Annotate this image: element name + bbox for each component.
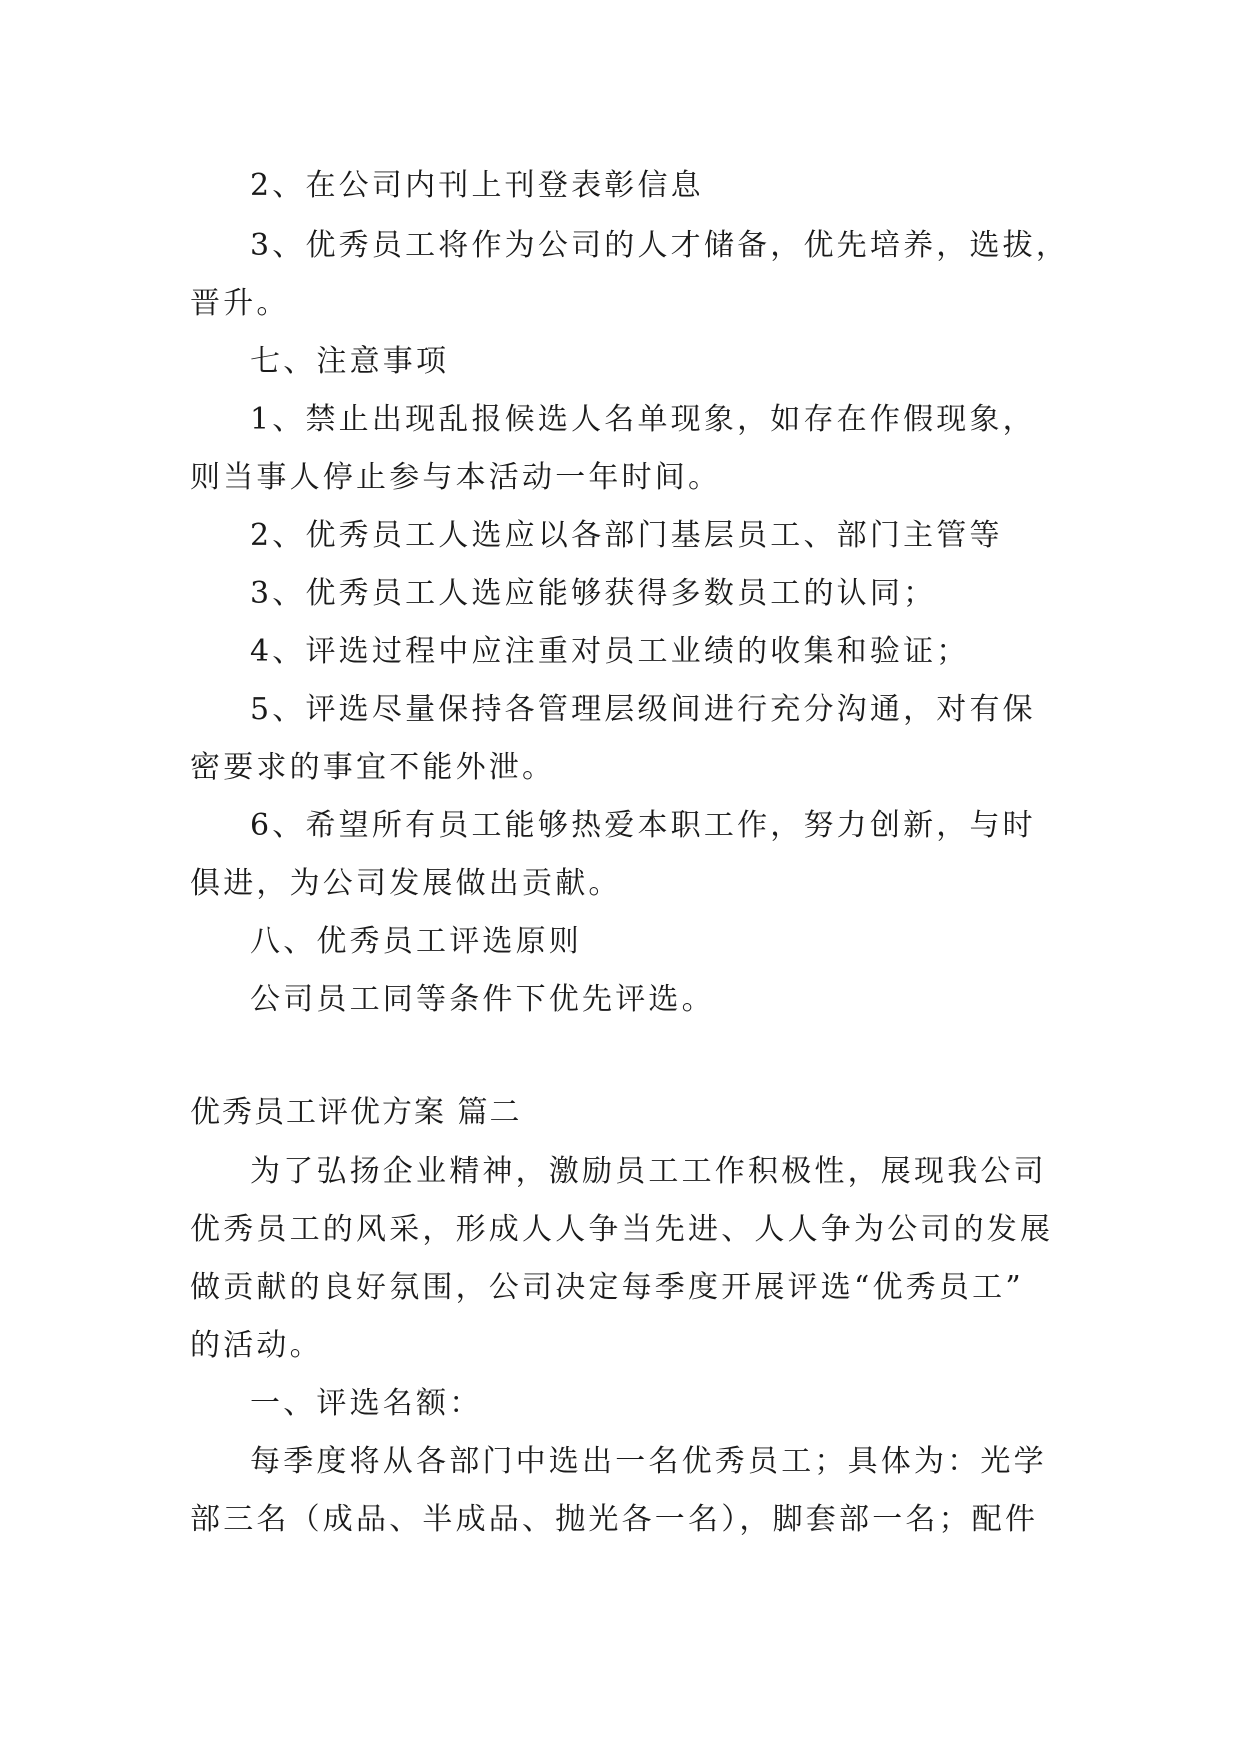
note-4: 4、评选过程中应注重对员工业绩的收集和验证； [250, 634, 970, 669]
note-6-line2: 俱进，为公司发展做出贡献。 [190, 866, 622, 901]
intro-line3: 做贡献的良好氛围，公司决定每季度开展评选“优秀员工” [190, 1270, 1024, 1305]
intro-line4: 的活动。 [190, 1328, 323, 1363]
list-item-2: 2、在公司内刊上刊登表彰信息 [250, 168, 704, 203]
note-3: 3、优秀员工人选应能够获得多数员工的认同； [250, 576, 937, 611]
intro-line1: 为了弘扬企业精神，激励员工工作积极性，展现我公司 [250, 1154, 1047, 1189]
intro-line2: 优秀员工的风采，形成人人争当先进、人人争为公司的发展 [190, 1212, 1054, 1247]
list-item-3-line2: 晋升。 [190, 286, 290, 321]
list-item-3-line1: 3、优秀员工将作为公司的人才储备，优先培养，选拔， [250, 228, 1070, 263]
heading-notes: 七、注意事项 [250, 344, 450, 379]
quota-line2: 部三名（成品、半成品、抛光各一名），脚套部一名；配件 [190, 1502, 1039, 1537]
note-2: 2、优秀员工人选应以各部门基层员工、部门主管等 [250, 518, 1003, 553]
note-1-line1: 1、禁止出现乱报候选人名单现象，如存在作假现象， [250, 402, 1036, 437]
section-title: 优秀员工评优方案 篇二 [190, 1095, 522, 1130]
note-5-line2: 密要求的事宜不能外泄。 [190, 750, 556, 785]
note-6-line1: 6、希望所有员工能够热爱本职工作，努力创新，与时 [250, 808, 1036, 843]
heading-quota: 一、评选名额： [250, 1386, 483, 1421]
note-1-line2: 则当事人停止参与本活动一年时间。 [190, 460, 722, 495]
principle-text: 公司员工同等条件下优先评选。 [250, 982, 715, 1017]
note-5-line1: 5、评选尽量保持各管理层级间进行充分沟通，对有保 [250, 692, 1036, 727]
quota-line1: 每季度将从各部门中选出一名优秀员工；具体为：光学 [250, 1444, 1047, 1479]
heading-principles: 八、优秀员工评选原则 [250, 924, 582, 959]
